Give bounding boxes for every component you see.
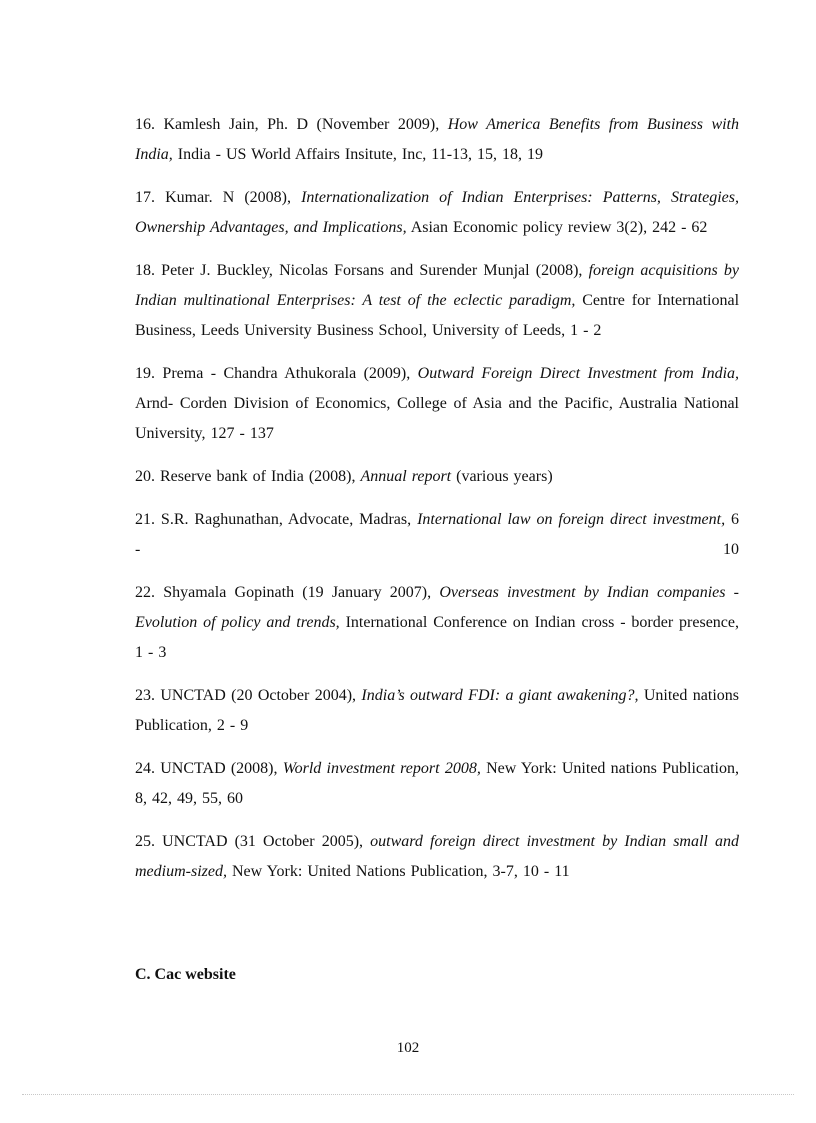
reference-item-24	[135, 754, 739, 814]
reference-source: International Conference on Indian cross - border presence, 1 - 3	[135, 614, 740, 661]
reference-source: New York: United Nations Publication, 3-7, 10 - 11	[226, 863, 570, 880]
reference-title: India’s outward FDI: a giant awakening?,	[361, 687, 639, 704]
reference-list	[135, 110, 739, 900]
reference-title: How America Benefits from Business with India,	[135, 116, 740, 163]
reference-authors: 17. Kumar. N (2008),	[135, 189, 302, 206]
reference-authors: 19. Prema - Chandra Athukorala (2009),	[135, 365, 418, 382]
reference-authors: 25. UNCTAD (31 October 2005),	[135, 833, 371, 850]
reference-item-21	[135, 505, 739, 565]
reference-item-25	[135, 827, 739, 887]
reference-title: outward foreign direct investment by Indian small and medium-sized,	[135, 833, 739, 880]
reference-authors: 22. Shyamala Gopinath (19 January 2007),	[135, 584, 440, 601]
reference-item-23	[135, 681, 739, 741]
reference-authors: 24. UNCTAD (2008),	[135, 760, 283, 777]
reference-source: Centre for International Business, Leeds University Business School, University of Leeds, 1 - 2	[135, 292, 740, 339]
reference-title: World investment report 2008,	[282, 760, 481, 777]
reference-source: United nations Publication, 2 - 9	[135, 687, 739, 734]
reference-authors: 18. Peter J. Buckley, Nicolas Forsans and Surender Munjal (2008),	[135, 262, 589, 279]
page-number: 102	[396, 1040, 420, 1056]
reference-title: Overseas investment by Indian companies - Evolution of policy and trends,	[135, 584, 740, 631]
reference-source: India - US World Affairs Insitute, Inc, 11-13, 15, 18, 19	[172, 146, 544, 163]
reference-authors: 21. S.R. Raghunathan, Advocate, Madras,	[135, 511, 418, 528]
reference-authors: 20. Reserve bank of India (2008),	[135, 468, 361, 485]
reference-source: New York: United nations Publication, 8, 42, 49, 55, 60	[135, 760, 739, 807]
section-heading: C. Cac website	[135, 966, 236, 983]
reference-item-17	[135, 183, 739, 243]
reference-authors: 23. UNCTAD (20 October 2004),	[135, 687, 362, 704]
reference-title: foreign acquisitions by Indian multinational Enterprises: A test of the eclectic paradigm,	[135, 262, 739, 309]
reference-source: (various years)	[451, 468, 553, 485]
reference-source: Asian Economic policy review 3(2), 242 - 62	[406, 219, 708, 236]
reference-authors: 16. Kamlesh Jain, Ph. D (November 2009),	[135, 116, 448, 133]
reference-source: Arnd- Corden Division of Economics, College of Asia and the Pacific, Australia National University, 127 - 137	[135, 395, 739, 442]
reference-item-16	[135, 110, 739, 170]
reference-title: Outward Foreign Direct Investment from India,	[417, 365, 740, 382]
reference-title: Annual report	[360, 468, 452, 485]
reference-item-20	[135, 462, 739, 492]
reference-title: Internationalization of Indian Enterprises: Patterns, Strategies, Ownership Advantages, and Implications,	[135, 189, 739, 236]
reference-item-18	[135, 256, 739, 346]
reference-item-22	[135, 578, 739, 668]
reference-title: International law on foreign direct investment,	[417, 511, 726, 528]
reference-item-19	[135, 359, 739, 449]
reference-source: 6 - 10	[135, 511, 740, 558]
page-bottom-divider	[22, 1094, 794, 1095]
